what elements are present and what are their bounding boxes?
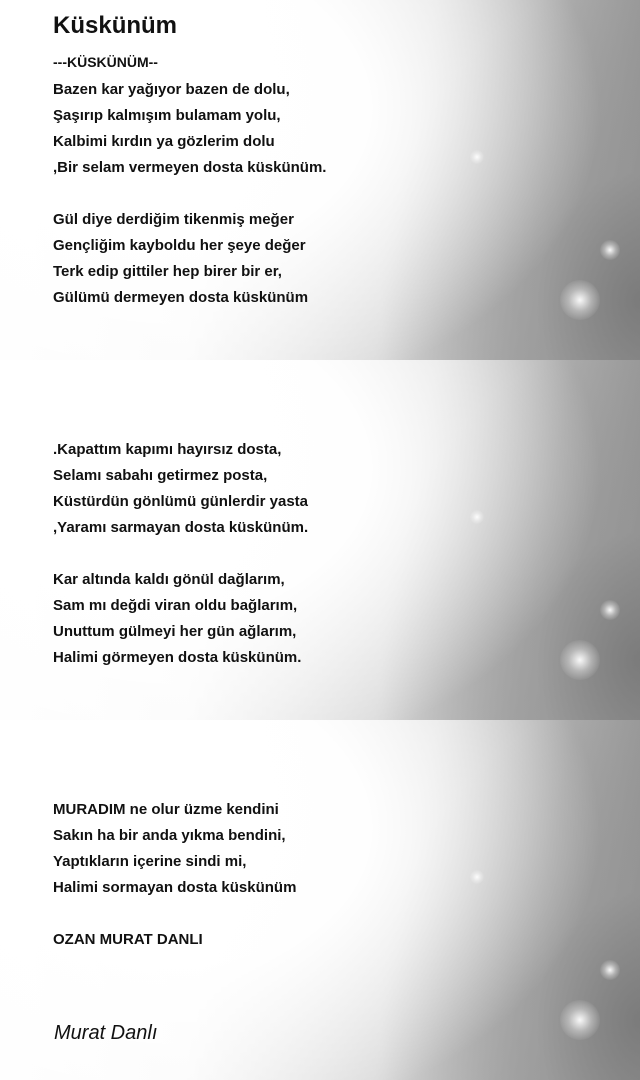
poem-panel-3: [0, 720, 640, 1080]
poem-line: Gülümü dermeyen dosta küskünüm: [53, 289, 309, 306]
stanza-3: [53, 437, 308, 541]
sparkle-decoration: [560, 280, 600, 320]
sparkle-decoration: [470, 870, 484, 884]
poem-panel-1: [0, 0, 640, 360]
signature-stanza: [53, 927, 203, 953]
sparkle-decoration: [600, 600, 620, 620]
poem-line: Sakın ha bir anda yıkma bendini,: [53, 827, 286, 844]
sparkle-decoration: [560, 1000, 600, 1040]
poem-line: Yaptıkların içerine sindi mi,: [53, 853, 247, 870]
poem-line: MURADIM ne olur üzme kendini: [53, 801, 279, 818]
poem-line: Selamı sabahı getirmez posta,: [53, 467, 268, 484]
poem-line: OZAN MURAT DANLI: [53, 931, 203, 948]
poem-heading: ---KÜSKÜNÜM--: [53, 54, 158, 70]
poem-line: Halimi sormayan dosta küskünüm: [53, 879, 297, 896]
stanza-5: [53, 797, 296, 901]
sparkle-decoration: [470, 510, 484, 524]
stanza-1: [53, 77, 326, 181]
poem-panel-2: [0, 360, 640, 720]
poem-line: Halimi görmeyen dosta küskünüm.: [53, 649, 302, 666]
poem-line: Kalbimi kırdın ya gözlerim dolu: [53, 133, 275, 150]
poem-line: Gençliğim kayboldu her şeye değer: [53, 237, 306, 254]
poem-line: ,Yaramı sarmayan dosta küskünüm.: [53, 519, 309, 536]
stanza-4: [53, 567, 301, 671]
poem-line: Gül diye derdiğim tikenmiş meğer: [53, 211, 294, 228]
sparkle-decoration: [600, 960, 620, 980]
poem-line: ,Bir selam vermeyen dosta küskünüm.: [53, 159, 327, 176]
stanza-2: [53, 207, 308, 311]
page-title: Küskünüm: [53, 12, 178, 39]
poem-line: .Kapattım kapımı hayırsız dosta,: [53, 441, 282, 458]
poem-line: Bazen kar yağıyor bazen de dolu,: [53, 81, 290, 98]
sparkle-decoration: [560, 640, 600, 680]
poem-line: Küstürdün gönlümü günlerdir yasta: [53, 493, 309, 510]
sparkle-decoration: [470, 150, 484, 164]
poem-line: Terk edip gittiler hep birer bir er,: [53, 263, 282, 280]
poem-line: Şaşırıp kalmışım bulamam yolu,: [53, 107, 281, 124]
sparkle-decoration: [600, 240, 620, 260]
poem-line: Kar altında kaldı gönül dağlarım,: [53, 571, 285, 588]
author-name: Murat Danlı: [54, 1022, 158, 1044]
poem-line: Sam mı değdi viran oldu bağlarım,: [53, 597, 298, 614]
poem-line: Unuttum gülmeyi her gün ağlarım,: [53, 623, 297, 640]
